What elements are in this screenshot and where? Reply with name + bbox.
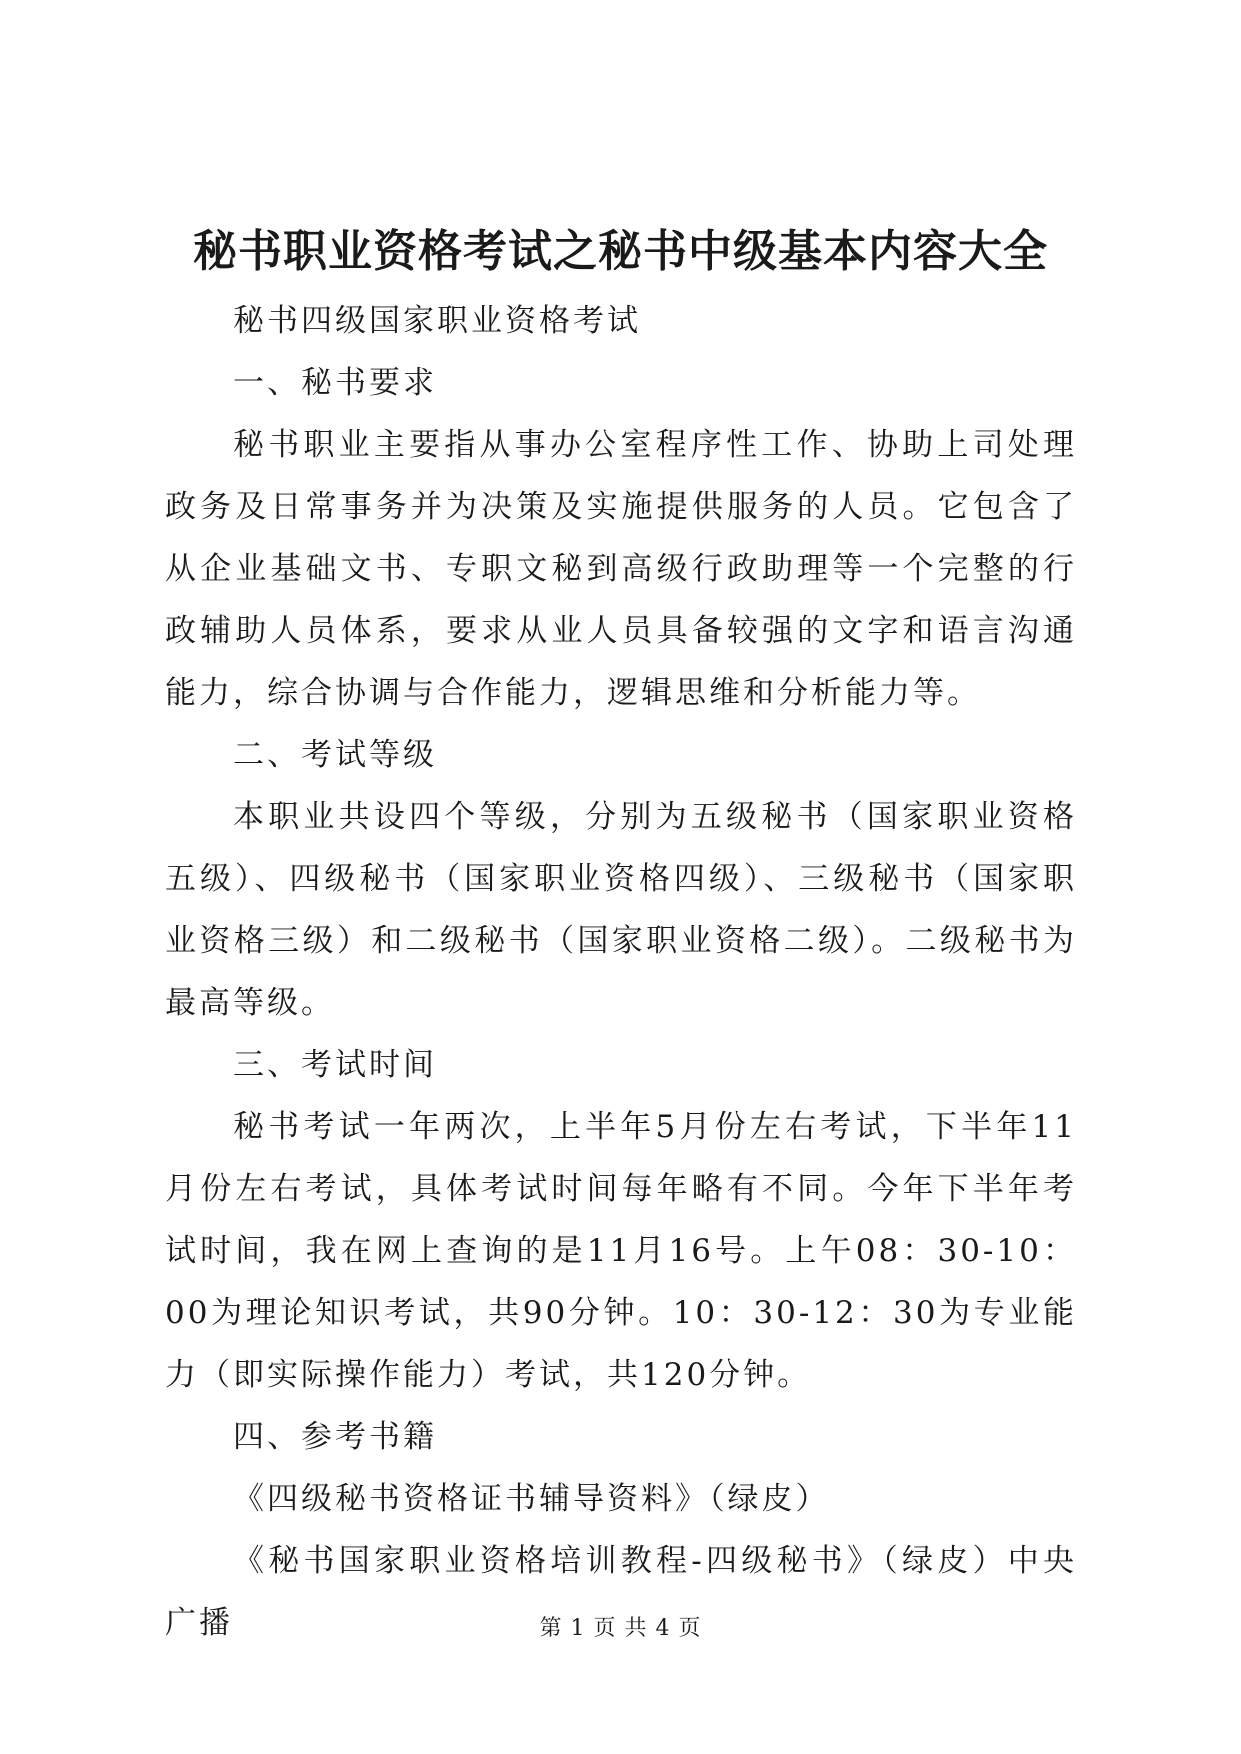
heading-levels: 二、考试等级 — [233, 737, 437, 773]
reference-book-2: 《秘书国家职业资格培训教程-四级秘书》（绿皮）中央广播 — [165, 1543, 1077, 1641]
page-number-footer: 第 1 页 共 4 页 — [539, 1616, 702, 1641]
document-title: 秘书职业资格考试之秘书中级基本内容大全 — [193, 226, 1048, 277]
document-body — [165, 290, 1077, 1654]
paragraph-exam-name: 秘书四级国家职业资格考试 — [233, 303, 641, 339]
heading-exam-time: 三、考试时间 — [233, 1047, 437, 1083]
heading-requirements: 一、秘书要求 — [233, 365, 437, 401]
heading-reference-books: 四、参考书籍 — [233, 1419, 437, 1455]
paragraph-exam-time: 秘书考试一年两次，上半年5月份左右考试，下半年11月份左右考试，具体考试时间每年略有不同。今年下半年考试时间，我在网上查询的是11月16号。上午08：30-10：00为理论知识考试，共90分钟。10：30-12：30为专业能力（即实际操作能力）考试，共120分钟。 — [165, 1109, 1077, 1393]
paragraph-requirements: 秘书职业主要指从事办公室程序性工作、协助上司处理政务及日常事务并为决策及实施提供服务的人员。它包含了从企业基础文书、专职文秘到高级行政助理等一个完整的行政辅助人员体系，要求从业人员具备较强的文字和语言沟通能力，综合协调与合作能力，逻辑思维和分析能力等。 — [165, 427, 1077, 711]
paragraph-levels: 本职业共设四个等级，分别为五级秘书（国家职业资格五级）、四级秘书（国家职业资格四级）、三级秘书（国家职业资格三级）和二级秘书（国家职业资格二级）。二级秘书为最高等级。 — [165, 799, 1077, 1021]
reference-book-1: 《四级秘书资格证书辅导资料》（绿皮） — [233, 1481, 830, 1517]
